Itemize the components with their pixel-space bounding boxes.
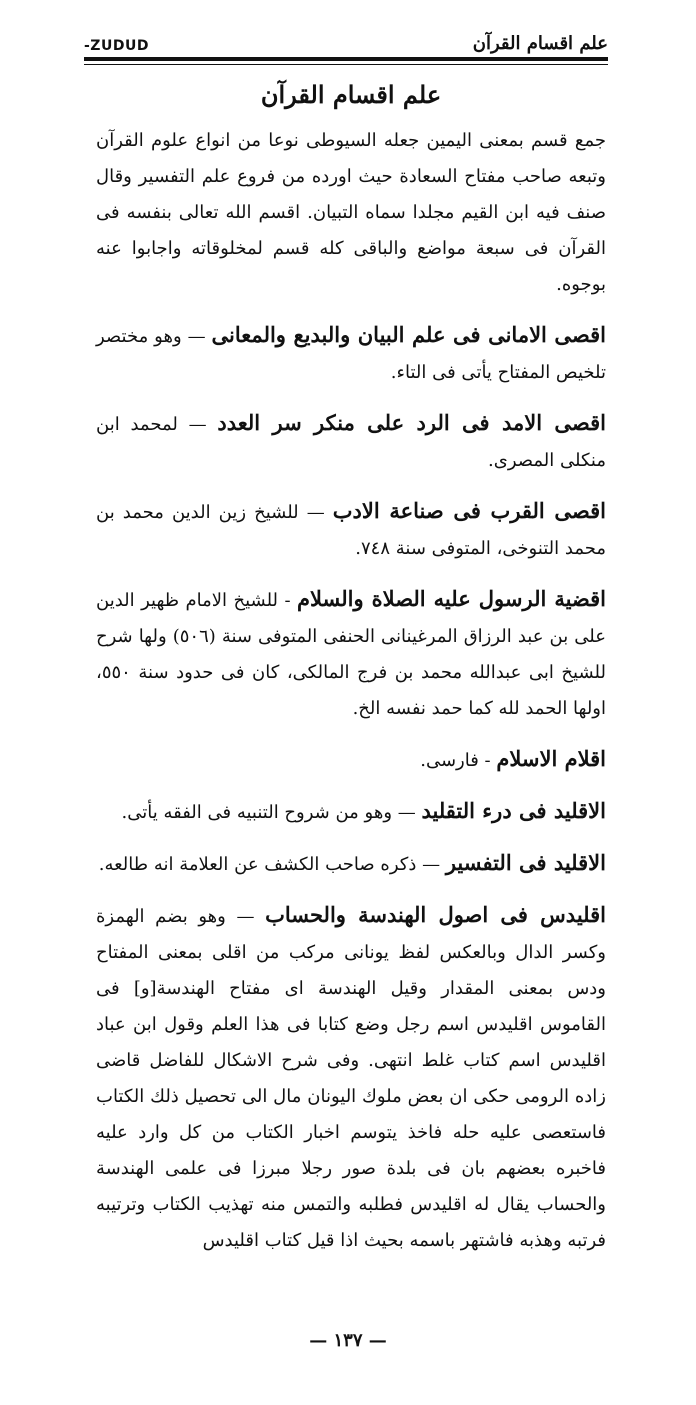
entry-body: — وهو مختصر تلخيص المفتاح يأتى فى التاء. bbox=[96, 326, 606, 383]
entry bbox=[96, 405, 606, 479]
entry-head: اقليدس فى اصول الهندسة والحساب bbox=[265, 902, 606, 927]
page-number: — ١٣٧ — bbox=[309, 1330, 387, 1351]
entry bbox=[96, 845, 606, 883]
section-intro: جمع قسم بمعنى اليمين جعله السيوطى نوعا من انواع علوم القرآن وتبعه صاحب مفتاح السعادة حيث اورده من فروع علم التفسير وقال صنف فيه ابن القيم مجلدا سماه التبيان. اقسم الله تعالى بنفسه فى القرآن فى سبعة مواضع والباقى كله قسم لمخلوقاته واجابوا عنه بوجوه. bbox=[96, 130, 606, 295]
entry-head: الاقليد فى درء التقليد bbox=[421, 798, 606, 823]
entry-body: — وهو بضم الهمزة وكسر الدال وبالعكس لفظ يونانى مركب من اقلى بمعنى المفتاح ودس بمعنى المقدار وقيل الهندسة اى مفتاح الهندسة[و] فى القاموس اقليدس اسم رجل وضع كتابا فى هذا العلم وقول ابن عباد اقليدس اسم كتاب غلط انتهى. وفى شرح الاشكال للفاضل قاضى زاده الرومى حكى ان بعض ملوك اليونان مال الى تحصيل ذلك الكتاب فاستعصى عليه حله فاخذ يتوسم اخبار الكتاب من كل وارد عليه فاخبره بعضهم بان فى بلدة صور رجلا مبرزا فى علمى الهندسة والحساب يقال له اقليدس فطلبه والتمس منه تهذيب الكتاب وترتيبه فرتبه وهذبه فاشتهر باسمه بحيث اذا قيل كتاب اقليدس bbox=[96, 906, 606, 1251]
entry-body: — لمحمد ابن منكلى المصرى. bbox=[96, 414, 606, 471]
entry-body: — للشيخ زين الدين محمد بن محمد التنوخى، المتوفى سنة ٧٤٨. bbox=[96, 502, 606, 559]
entry bbox=[96, 317, 606, 391]
entry-head: الاقليد فى التفسير bbox=[445, 850, 606, 875]
entry-body: — ذكره صاحب الكشف عن العلامة انه طالعه. bbox=[98, 854, 446, 875]
entry bbox=[96, 897, 606, 1259]
header-rule-thick bbox=[84, 57, 608, 61]
entry bbox=[96, 793, 606, 831]
section-title: علم اقسام القرآن bbox=[260, 80, 442, 109]
running-header bbox=[84, 20, 608, 54]
entry-head: اقضية الرسول عليه الصلاة والسلام bbox=[297, 586, 607, 611]
entry bbox=[96, 493, 606, 567]
running-title: علم اقسام القرآن bbox=[472, 33, 608, 54]
header-rule-thin bbox=[84, 64, 608, 65]
entry-head: اقصى الامد فى الرد على منكر سر العدد bbox=[217, 410, 606, 435]
entry-head: اقصى القرب فى صناعة الادب bbox=[332, 498, 606, 523]
entry bbox=[96, 741, 606, 779]
page-content bbox=[96, 74, 606, 1315]
entry-body: — وهو من شروح التنبيه فى الفقه يأتى. bbox=[121, 802, 422, 823]
site-watermark: -ZUDUD bbox=[84, 38, 149, 54]
entry-body: - فارسى. bbox=[420, 750, 497, 771]
entry-head: اقصى الامانى فى علم البيان والبديع والمعانى bbox=[211, 322, 606, 347]
entry-body: - للشيخ الامام ظهير الدين على بن عبد الرزاق المرغينانى الحنفى المتوفى سنة (٥٠٦) ولها شرح للشيخ ابى عبدالله محمد بن فرج المالكى، كان فى حدود سنة ٥٥٠، اولها الحمد لله كما حمد نفسه الخ. bbox=[96, 590, 606, 719]
entry bbox=[96, 581, 606, 727]
entry-head: اقلام الاسلام bbox=[496, 746, 606, 771]
